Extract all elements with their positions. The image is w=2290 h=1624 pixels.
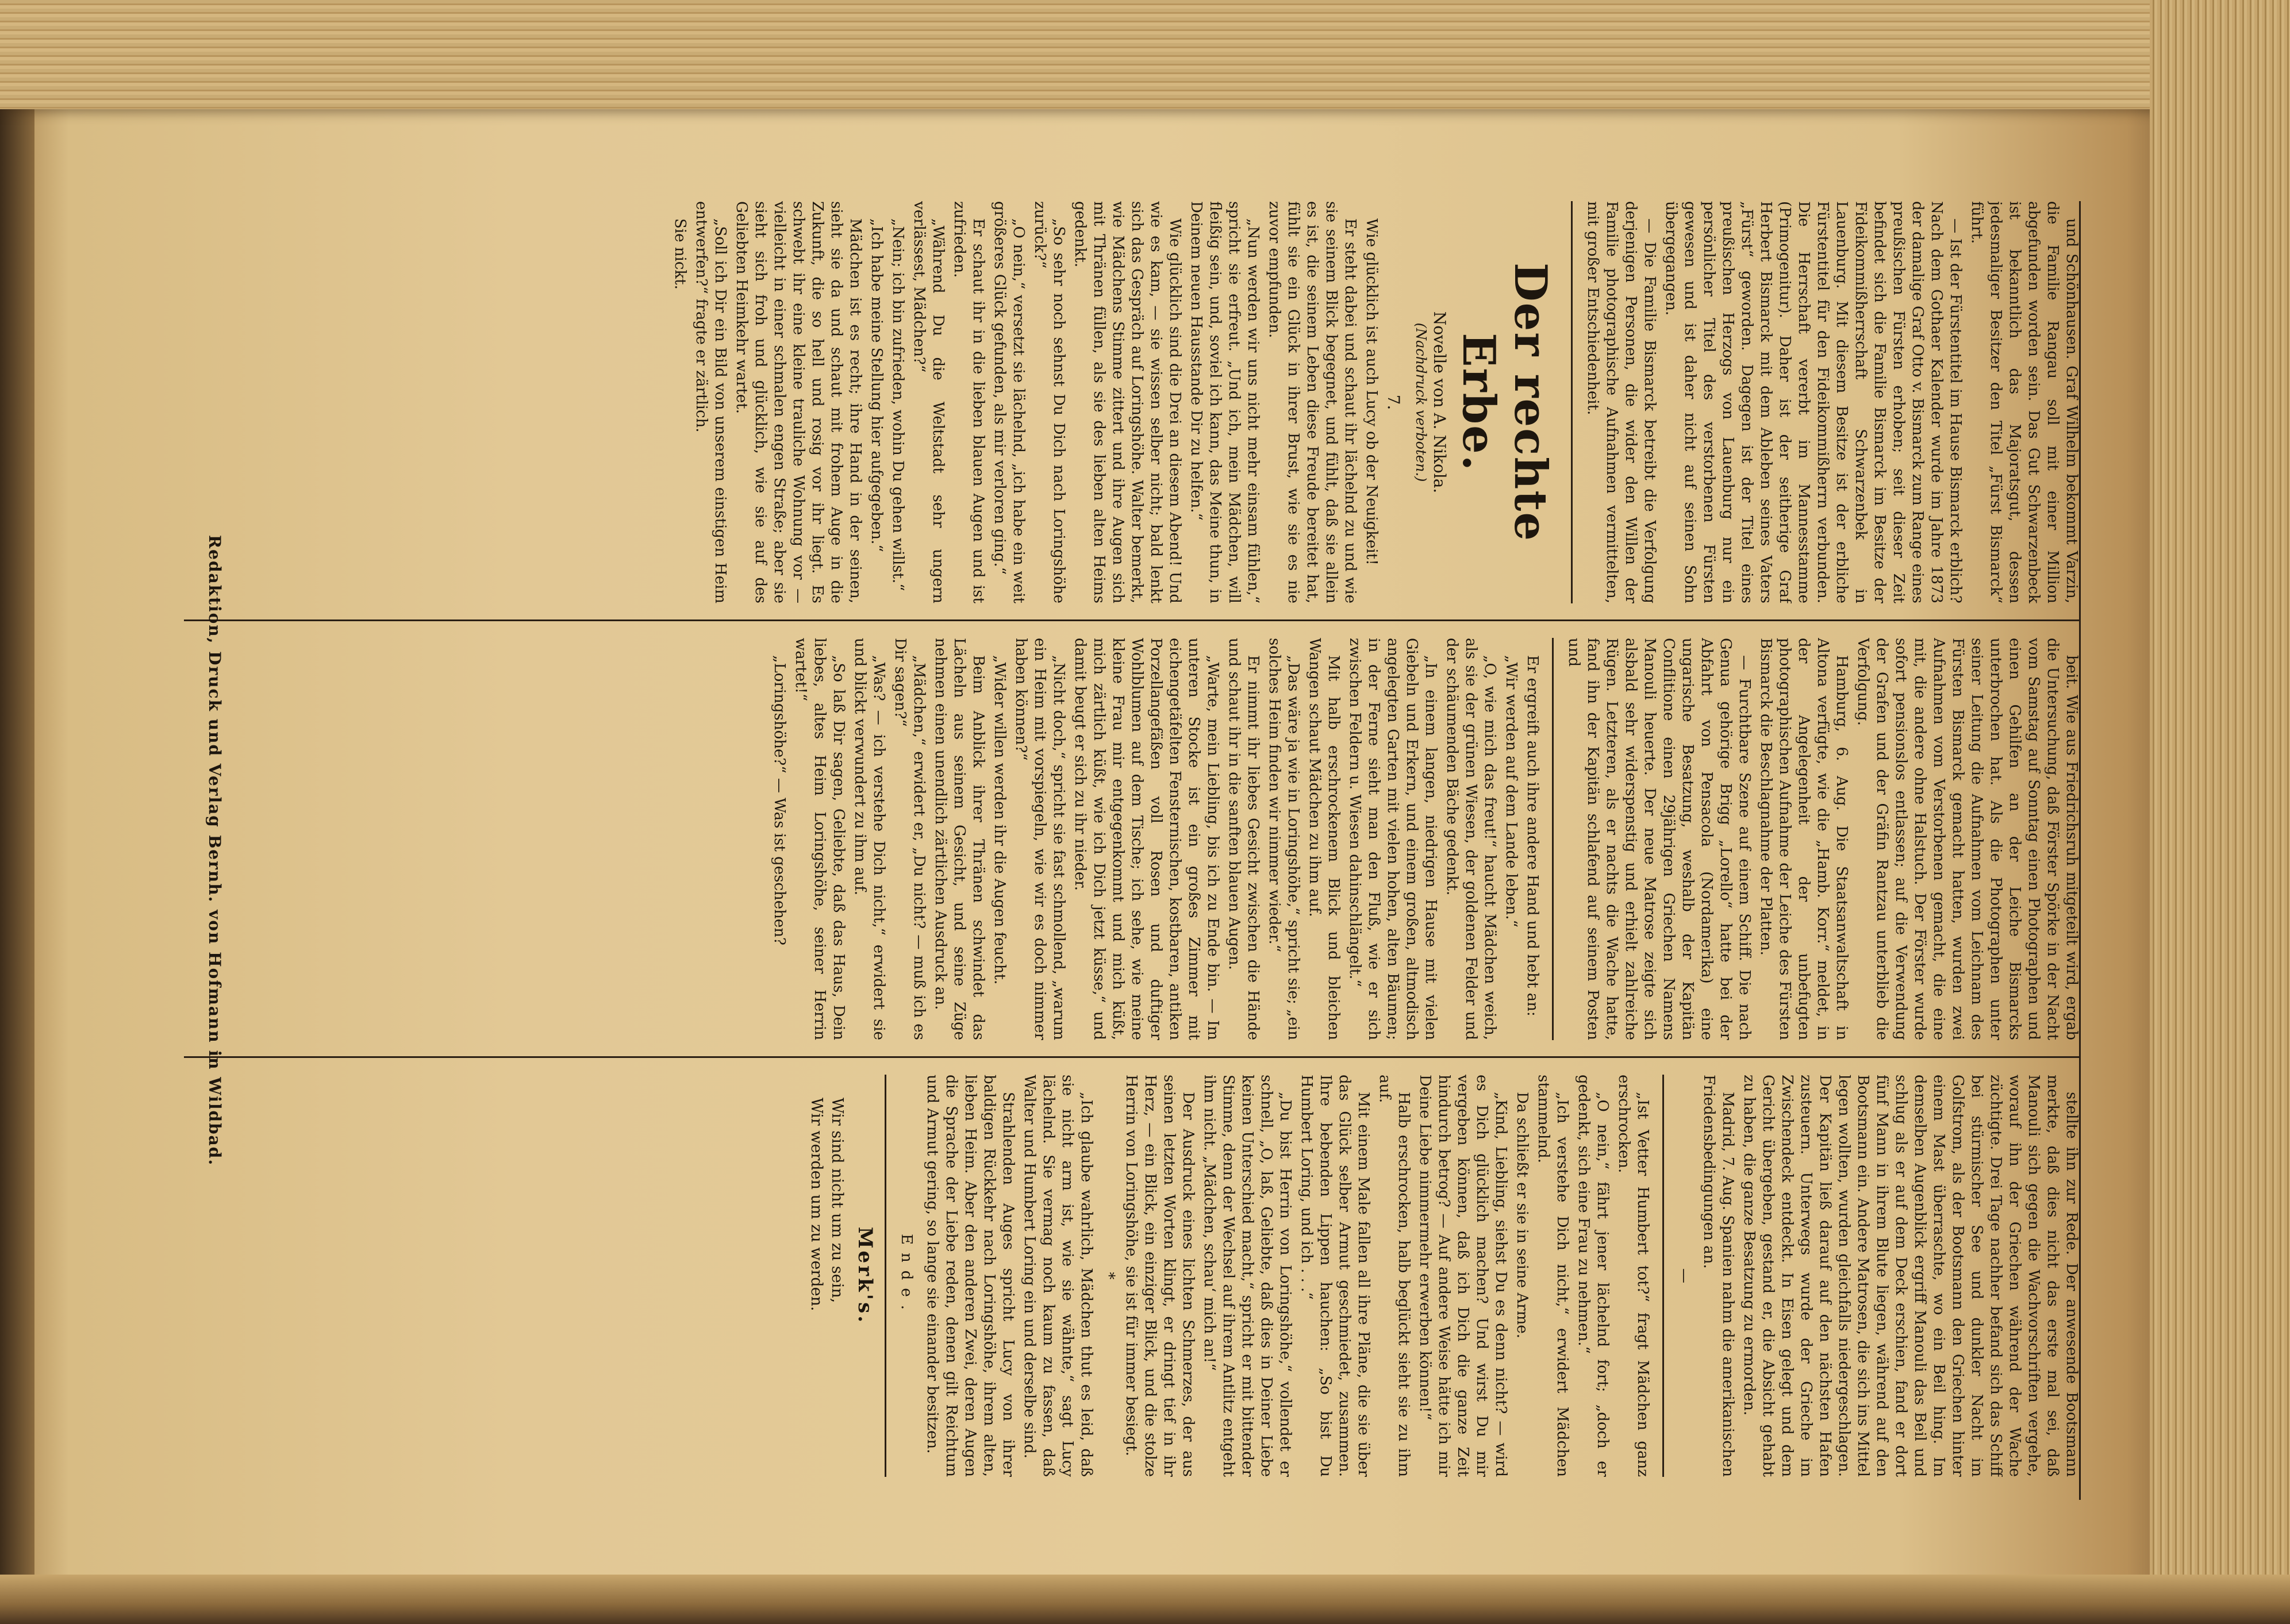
star-separator: *	[1100, 1272, 1117, 1280]
dash-separator: —	[1676, 1268, 1693, 1283]
story-paragraph: Sie nickt.	[671, 218, 689, 290]
story-paragraph: „Das wäre ja wie in Loringshöhe,“ spricht sie; „ein solches Heim finden wir nimmer wieder.“	[1266, 638, 1302, 1040]
story-paragraph: Der Ausdruck eines lichten Schmerzes, der aus seinen letzten Worten klingt, er dringt tief in ihr Herz, — ein Blick, ein einziger Blick, und die stolze Herrin von Loringshöhe, sie ist für immer besiegt.	[1123, 1075, 1197, 1477]
section-divider	[1662, 1075, 1664, 1477]
story-paragraph: „Was? — ich verstehe Dich nicht,“ erwidert sie und blickt verwundert zu ihm auf.	[851, 638, 887, 1040]
news-paragraph: — Ist der Fürstentitel im Hause Bismarck erblich? Nach dem Gothaer Kalender wurde im Jahre 1873 der damalige Graf Otto v. Bismarck zum Range eines preußischen Fürsten erhoben; seit dieser Zeit befindet sich die Familie Bismarck im Besitze der Fideikommißherrschaft Schwarzenbek in Lauenburg. Mit diesem Besitze ist der erbliche Fürstentitel für den Fideikommißherrn verbunden. Die Herrschaft vererbt im Mannesstamme (Primogenitur). Daher ist der seitherige Graf Herbert Bismarck mit dem Ableben seines Vaters „Fürst“ geworden. Dagegen ist der Titel eines preußischen Herzogs von Lauenburg nur ein persönlicher Titel des verstorbenen Fürsten gewesen und ist daher nicht auf seinen Sohn übergegangen.	[1662, 201, 1964, 603]
story-paragraph: Beim Anblick ihrer Thränen schwindet das Lächeln aus seinem Gesicht, und seine Züge nehmen einen unendlich zärtlichen Ausdruck an.	[932, 638, 987, 1040]
news-paragraph: beit. Wie aus Friedrichsruh mitgeteilt wird, ergab die Untersuchung, daß Förster Spörke in der Nacht vom Samstag auf Sonntag einen Photographen und einen Gehilfen an der Leiche Bismarcks unterbrochen hat. Als die Photographen unter seiner Leitung die Aufnahmen vom Leichnam des Fürsten Bismarck gemacht hatten, wurden zwei Aufnahmen vom Verstorbenen gemacht, die eine mit, die andere ohne Halstuch. Der Förster wurde sofort pensionslos entlassen; auf die Verwendung der Grafen und der Gräfin Rantzau unterblieb die Verfolgung.	[1854, 638, 2080, 1040]
story-paragraph: Er steht dabei und schaut ihr lächelnd zu und wie sie seinem Blick begegnet, und fühlt, daß sie allein es ist, die seinem Leben diese Freude bereitet hat, fühlt sie ein Glück in ihrer Brust, wie sie es nie zuvor empfunden.	[1266, 201, 1359, 603]
reprint-notice: (Nachdruck verboten.)	[1413, 322, 1429, 482]
story-paragraph: „Ist Vetter Humbert tot?“ fragt Mädchen ganz erschrocken.	[1615, 1075, 1651, 1477]
story-paragraph: „Du bist Herrin von Loringshöhe,“ vollendet er schnell, „O, laß, Geliebte, daß dies in Deiner Liebe keinen Unterschied macht,“ spricht er mit bittender Stimme, denn der Wechsel auf ihrem Antlitz entgeht ihm nicht. „Mädchen, schau‘ mich an!“	[1201, 1075, 1294, 1477]
story-paragraph: Er nimmt ihr liebes Gesicht zwischen die Hände und schaut ihr in die sanften blauen Augen.	[1225, 638, 1262, 1040]
story-paragraph: Mit einem Male fallen all ihre Pläne, die sie über das Glück selber Armut geschmiedet, zusammen. Ihre bebenden Lippen hauchen: „So bist Du Humbert Loring, und ich . . .“	[1298, 1075, 1372, 1477]
story-paragraph: „So sehr noch sehnst Du Dich nach Loringshöhe zurück?“	[1031, 201, 1067, 603]
column-2	[184, 638, 2081, 1040]
news-paragraph: Hamburg, 6. Aug. Die Staatsanwaltschaft in Altona verfügte, wie die „Hamb. Korr.“ meldet, in der Angelegenheit der unbefugten photographischen Aufnahme der Leiche des Fürsten Bismarck die Beschlagnahme der Platten.	[1757, 638, 1850, 1040]
story-paragraph: „Wir werden auf dem Lande leben.“	[1503, 655, 1520, 928]
chapter-number: 7.	[1384, 394, 1403, 410]
page-stack-right-edge	[2150, 0, 2290, 1624]
news-paragraph: Madrid, 7. Aug. Spanien nahm die amerikanischen Friedensbedingungen an.	[1700, 1075, 1736, 1477]
story-paragraph: „Mädchen,“ erwidert er, „Du nicht? — muß ich es Dir sagen?“	[892, 638, 928, 1040]
poem-title: Merk's.	[854, 1226, 877, 1325]
story-paragraph: „O, wie mich das freut!“ haucht Mädchen weich, als sie der grünen Wiesen, der goldenen Felder und der schäumenden Bäche gedenkt.	[1443, 638, 1499, 1040]
story-end: Ende.	[898, 1233, 915, 1318]
news-paragraph: und Schönhausen. Graf Wilhelm bekommt Varzin, die Familie Rangau soll mit einer Million abgefunden worden sein. Das Gut Schwarzenbeck ist bekanntlich das Majoratsgut, dessen jedesmaliger Besitzer den Titel „Fürst Bismarck“ führt.	[1968, 201, 2080, 603]
imprint-footer: Redaktion, Druck und Verlag Bernh. von Hofmann in Wildbad.	[205, 534, 224, 1167]
story-paragraph: „Wider willen werden ihr die Augen feucht.	[991, 655, 1008, 985]
story-paragraph: Da schließt er sie in seine Arme.	[1513, 1092, 1531, 1339]
story-paragraph: „Nicht doch,“ spricht sie fast schmollend, „warum ein Heim mit vorspiegeln, wie wir es doch nimmer haben können?“	[1012, 638, 1067, 1040]
story-paragraph: „Soll ich Dir ein Bild von unserem einstigen Heim entwerfen?“ fragte er zärtlich.	[693, 201, 729, 603]
story-paragraph: „Loringshöhe?“ — Was ist geschehen?	[771, 655, 788, 945]
story-paragraph: Wie glücklich sind die Drei an diesem Abend! Und wie es kam, — sie wissen selber nicht; bald lenkt sich das Gespräch auf Loringshöhe. Walter bemerkt, wie Mädchens Stimme zittert und ihre Augen sich mit Thränen füllen, als sie des lieben alten Heims gedenkt.	[1071, 201, 1184, 603]
story-paragraph: Strahlenden Auges spricht Lucy von ihrer baldigen Rückkehr nach Loringshöhe, ihrem alten, lieben Heim. Aber den anderen Zwei, deren Augen die Sprache der Liebe reden, denen gilt Reichtum und Armut gering, so lange sie einander besitzen.	[924, 1075, 1017, 1477]
column-3	[184, 1075, 2081, 1477]
poem-line: Wir werden um zu werden.	[808, 1098, 825, 1311]
story-paragraph: Er schaut ihr in die lieben blauen Augen und ist zufrieden.	[951, 201, 987, 603]
story-paragraph: „O nein,“ versetzt sie lächelnd, „ich habe ein weit größeres Glück gefunden, als mir verloren ging.“	[991, 201, 1027, 603]
section-divider	[885, 1075, 886, 1477]
story-paragraph: Halb erschrocken, halb beglückt sieht sie zu ihm auf.	[1376, 1075, 1412, 1477]
story-paragraph: „Ich glaube wahrlich, Mädchen thut es leid, daß sie nicht arm ist, wie sie wähnte,“ sagt Lucy lächelnd. Sie vermag noch kaum zu fassen, daß Walter und Humbert Loring ein und derselbe sind.	[1021, 1075, 1095, 1477]
story-paragraph: „Während Du die Weltstadt sehr ungern verlässest, Mädchen?“	[910, 201, 947, 603]
story-paragraph: „In einem langen, niedrigen Hause mit vielen Giebeln und Erkern, und einem großen, altmodisch angelegten Garten mit vielen hohen, alten Bäumen; in der Ferne sieht man den Fluß, wie er sich zwischen Feldern u. Wiesen dahinschlängelt.“	[1346, 638, 1439, 1040]
section-divider	[1552, 638, 1554, 1040]
story-paragraph: „Warte, mein Liebling, bis ich zu Ende bin. — Im unteren Stocke ist ein großes Zimmer mit eichengetäfelten Fensternischen, kostbaren, antiken Porzellangefäßen voll Rosen und duftiger Wohlblumen auf dem Tische; ich sehe, wie meine kleine Frau mir entgegenkommt und mich küßt, mich zärtlich küßt, wie ich Dich jetzt küsse,“ und damit beugt er sich zu ihr nieder.	[1071, 638, 1221, 1040]
story-paragraph: Mit halb erschrockenem Blick und bleichen Wangen schaut Mädchen zu ihm auf.	[1306, 638, 1342, 1040]
section-divider	[1571, 201, 1573, 603]
poem-line: Wir sind nicht um zu sein,	[828, 1098, 846, 1303]
story-paragraph: Mädchen ist es recht; ihre Hand in der seinen, sieht sie da und schaut mit frohem Auge in die Zukunft, die so hell und rosig vor ihr liegt. Es schwebt ihr eine kleine trauliche Wohnung vor — vielleicht in einer schmalen engen Straße; aber sie sieht sich froh und glücklich, wie sie auf des Geliebten Heimkehr wartet.	[733, 201, 864, 603]
news-paragraph: — Furchtbare Szene auf einem Schiff. Die nach Genua gehörige Brigg „Lorello“ hatte bei der Abfahrt von Pensacola (Nordamerika) eine ungarische Besatzung, weshalb der Kapitän Conflitione einen 29jährigen Griechen Namens Manouli heuerte. Der neue Matrose zeigte sich alsbald sehr widerspenstig und erhielt zahlreiche Rügen. Letzteren, als er nachts die Wache hatte, fand ihn der Kapitän schlafend auf seinem Posten und	[1565, 638, 1753, 1040]
newspaper-page-content	[184, 201, 2081, 1523]
story-paragraph: „Ich verstehe Dich nicht,“ erwidert Mädchen stammelnd.	[1535, 1075, 1571, 1477]
story-paragraph: „O nein,“ fährt jener lächelnd fort; „doch er gedenkt, sich eine Frau zu nehmen.“	[1575, 1075, 1611, 1477]
binding-edge	[0, 0, 34, 1624]
story-paragraph: Er ergreift auch ihre andere Hand und hebt an:	[1524, 655, 1541, 1017]
story-paragraph: „Kind, Liebling, siehst Du es denn nicht? — wird es Dich glücklich machen? Und wirst Du mir vergeben können, daß ich Dich die ganze Zeit hindurch betrog? — Auf andere Weise hätte ich mir Deine Liebe nimmermehr erwerben können!“	[1416, 1075, 1509, 1477]
story-paragraph: „Nein; ich bin zufrieden, wohin Du gehen willst.“	[889, 218, 906, 591]
page-stack-bottom-edge	[0, 1575, 2290, 1624]
story-author: Novelle von A. Nikola.	[1430, 311, 1449, 494]
news-paragraph: — Die Familie Bismarck betreibt die Verfolgung derjenigen Personen, die wider den Willen der Familie photographische Aufnahmen vermittelten, mit großer Entschiedenheit.	[1584, 201, 1658, 603]
story-title: Der rechte Erbe.	[1453, 262, 1557, 542]
story-paragraph: „So laß Dir sagen, Geliebte, daß das Haus, Dein liebes, altes Heim Loringshöhe, seiner Herrin wartet!“	[792, 638, 847, 1040]
newspaper-page	[184, 201, 2081, 1523]
column-rule	[184, 1056, 2081, 1058]
story-paragraph: „Nun werden wir uns nicht mehr einsam fühlen,“ spricht sie erfreut. „Und ich, mein Mädchen, will fleißig sein, und, soviel ich kann, das Meine thun, in Deinem neuen Hausstande Dir zu helfen.“	[1188, 201, 1262, 603]
story-paragraph: „Ich habe meine Stellung hier aufgegeben.“	[868, 218, 885, 552]
news-paragraph: stellte ihn zur Rede. Der anwesende Bootsmann merkte, daß dies nicht das erste mal sei, daß Manouli sich gegen die Wachvorschriften vergehe, worauf ihn der Griechen während der Wache züchtigte. Drei Tage nachher befand sich das Schiff bei stürmischer See und dunkler Nacht im Golfstrom, als der Bootsmann den Griechen hinter einem Mast überraschte, wo ein Beil hing. Im demselben Augenblick ergriff Manouli das Beil und schlug als er auf dem Deck erschien, fand er dort fünf Mann in ihrem Blute liegen, während auf den Bootsmann ein. Andere Matrosen, die sich ins Mittel legen wollten, wurden gleichfalls niedergeschlagen. Der Kapitän ließ darauf auf den nächsten Hafen zusteuern. Unterwegs wurde der Grieche im Zwischendeck entdeckt. In Eisen gelegt und dem Gericht übergeben, gestand er, die Absicht gehabt zu haben, die ganze Besatzung zu ermorden.	[1740, 1075, 2080, 1477]
column-1	[184, 201, 2081, 603]
page-stack-top-edge	[0, 0, 2290, 109]
story-paragraph: Wie glücklich ist auch Lucy ob der Neuigkeit!	[1363, 218, 1380, 565]
column-rule	[184, 619, 2081, 621]
